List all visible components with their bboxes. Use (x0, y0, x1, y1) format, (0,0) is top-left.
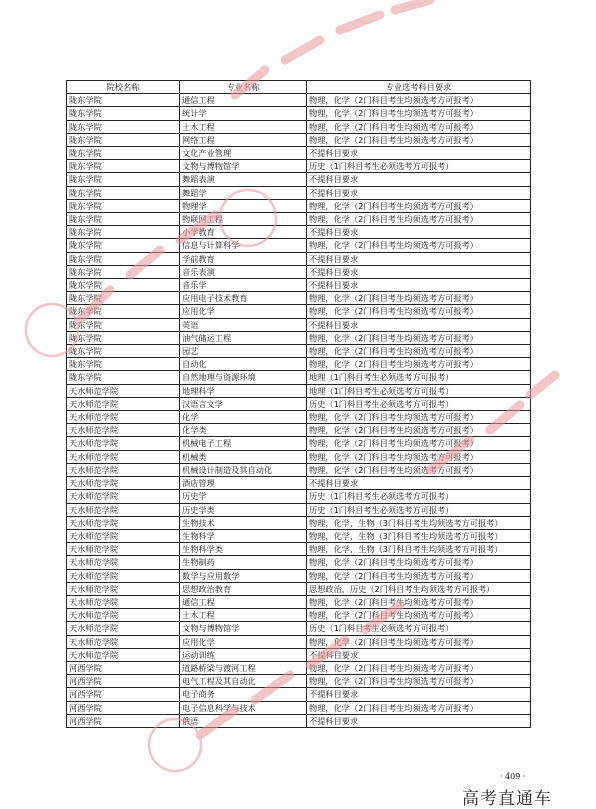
subject-requirements-table (66, 80, 531, 728)
cell-school-name: 天水师范学院 (67, 635, 180, 648)
table-row (67, 582, 531, 595)
cell-school-name: 陇东学院 (67, 94, 180, 107)
cell-major-name: 文物与博物馆学 (180, 622, 307, 635)
cell-subject-requirement: 不提科目要求 (307, 318, 531, 331)
cell-major-name: 学前教育 (180, 252, 307, 265)
cell-major-name: 化学 (180, 411, 307, 424)
cell-school-name: 天水师范学院 (67, 463, 180, 476)
cell-major-name: 电子信息科学与技术 (180, 701, 307, 714)
table-row (67, 622, 531, 635)
cell-subject-requirement: 物理，化学（2门科目考生均须选考方可报考） (307, 701, 531, 714)
cell-school-name: 天水师范学院 (67, 582, 180, 595)
cell-major-name: 音乐学 (180, 279, 307, 292)
cell-school-name: 陇东学院 (67, 252, 180, 265)
table-row (67, 450, 531, 463)
table-row (67, 358, 531, 371)
table-row (67, 173, 531, 186)
cell-major-name: 网络工程 (180, 133, 307, 146)
cell-major-name: 生物技术 (180, 516, 307, 529)
cell-school-name: 河西学院 (67, 688, 180, 701)
table-row (67, 279, 531, 292)
cell-subject-requirement: 物理，化学（2门科目考生均须选考方可报考） (307, 94, 531, 107)
cell-school-name: 陇东学院 (67, 331, 180, 344)
cell-major-name: 土木工程 (180, 609, 307, 622)
cell-school-name: 天水师范学院 (67, 424, 180, 437)
cell-major-name: 英语 (180, 318, 307, 331)
table-row (67, 437, 531, 450)
table-row (67, 397, 531, 410)
cell-major-name: 物联网工程 (180, 213, 307, 226)
cell-major-name: 文化产业管理 (180, 147, 307, 160)
cell-major-name: 通信工程 (180, 595, 307, 608)
cell-major-name: 思想政治教育 (180, 582, 307, 595)
cell-subject-requirement: 物理，化学（2门科目考生均须选考方可报考） (307, 358, 531, 371)
cell-subject-requirement: 物理，化学（2门科目考生均须选考方可报考） (307, 609, 531, 622)
cell-major-name: 文物与博物馆学 (180, 160, 307, 173)
cell-school-name: 天水师范学院 (67, 622, 180, 635)
cell-subject-requirement: 物理，化学，生物（3门科目考生均须选考方可报考） (307, 529, 531, 542)
cell-school-name: 陇东学院 (67, 292, 180, 305)
cell-subject-requirement: 物理，化学（2门科目考生均须选考方可报考） (307, 424, 531, 437)
table-row (67, 529, 531, 542)
cell-subject-requirement: 物理，化学，生物（3门科目考生均须选考方可报考） (307, 516, 531, 529)
cell-school-name: 陇东学院 (67, 120, 180, 133)
cell-major-name: 统计学 (180, 107, 307, 120)
cell-major-name: 汉语言文学 (180, 397, 307, 410)
cell-subject-requirement: 物理，化学（2门科目考生均须选考方可报考） (307, 411, 531, 424)
cell-subject-requirement: 物理，化学（2门科目考生均须选考方可报考） (307, 556, 531, 569)
cell-major-name: 酒店管理 (180, 477, 307, 490)
cell-subject-requirement: 地理（1门科目考生必须选考方可报考） (307, 384, 531, 397)
cell-subject-requirement: 物理，化学（2门科目考生均须选考方可报考） (307, 569, 531, 582)
table-row (67, 503, 531, 516)
cell-major-name: 数学与应用数学 (180, 569, 307, 582)
cell-major-name: 信息与计算科学 (180, 239, 307, 252)
cell-school-name: 河西学院 (67, 714, 180, 727)
table-row (67, 477, 531, 490)
cell-major-name: 生物科学 (180, 529, 307, 542)
cell-major-name: 舞蹈学 (180, 186, 307, 199)
cell-major-name: 历史学 (180, 490, 307, 503)
header-subject-requirement: 专业选考科目要求 (307, 81, 531, 94)
cell-subject-requirement: 物理，化学（2门科目考生均须选考方可报考） (307, 239, 531, 252)
cell-major-name: 通信工程 (180, 94, 307, 107)
cell-subject-requirement: 物理，化学（2门科目考生均须选考方可报考） (307, 305, 531, 318)
table-row (67, 199, 531, 212)
cell-subject-requirement: 地理（1门科目考生必须选考方可报考） (307, 371, 531, 384)
table-row (67, 331, 531, 344)
table-row (67, 120, 531, 133)
cell-school-name: 陇东学院 (67, 345, 180, 358)
cell-school-name: 河西学院 (67, 701, 180, 714)
cell-major-name: 园艺 (180, 345, 307, 358)
table-row (67, 345, 531, 358)
cell-subject-requirement: 不提科目要求 (307, 252, 531, 265)
cell-school-name: 天水师范学院 (67, 569, 180, 582)
cell-school-name: 陇东学院 (67, 279, 180, 292)
cell-school-name: 陇东学院 (67, 186, 180, 199)
cell-major-name: 道路桥梁与渡河工程 (180, 661, 307, 674)
cell-subject-requirement: 历史（1门科目考生必须选考方可报考） (307, 503, 531, 516)
cell-subject-requirement: 不提科目要求 (307, 279, 531, 292)
cell-major-name: 电气工程及其自动化 (180, 675, 307, 688)
cell-major-name: 生物制药 (180, 556, 307, 569)
cell-subject-requirement: 思想政治，历史（2门科目考生均须选考方可报考） (307, 582, 531, 595)
cell-subject-requirement: 物理，化学（2门科目考生均须选考方可报考） (307, 437, 531, 450)
table-row (67, 239, 531, 252)
cell-subject-requirement: 物理，化学（2门科目考生均须选考方可报考） (307, 292, 531, 305)
cell-school-name: 陇东学院 (67, 160, 180, 173)
cell-major-name: 地理科学 (180, 384, 307, 397)
cell-school-name: 天水师范学院 (67, 556, 180, 569)
table-row (67, 463, 531, 476)
cell-major-name: 化学类 (180, 424, 307, 437)
cell-school-name: 陇东学院 (67, 199, 180, 212)
table-row (67, 701, 531, 714)
cell-subject-requirement: 物理，化学（2门科目考生均须选考方可报考） (307, 331, 531, 344)
cell-major-name: 机械设计制造及其自动化 (180, 463, 307, 476)
cell-subject-requirement: 物理，化学（2门科目考生均须选考方可报考） (307, 635, 531, 648)
table-row (67, 648, 531, 661)
cell-major-name: 电子商务 (180, 688, 307, 701)
cell-school-name: 天水师范学院 (67, 490, 180, 503)
cell-major-name: 机械电子工程 (180, 437, 307, 450)
cell-school-name: 陇东学院 (67, 305, 180, 318)
cell-school-name: 天水师范学院 (67, 384, 180, 397)
cell-school-name: 河西学院 (67, 661, 180, 674)
table-row (67, 384, 531, 397)
cell-major-name: 小学教育 (180, 226, 307, 239)
cell-school-name: 天水师范学院 (67, 450, 180, 463)
cell-subject-requirement: 物理，化学（2门科目考生均须选考方可报考） (307, 345, 531, 358)
cell-school-name: 陇东学院 (67, 213, 180, 226)
cell-subject-requirement: 物理，化学（2门科目考生均须选考方可报考） (307, 120, 531, 133)
brand-text: 高考直通车 (462, 789, 552, 809)
page-number: · 409 · (500, 772, 526, 781)
cell-school-name: 天水师范学院 (67, 503, 180, 516)
cell-school-name: 陇东学院 (67, 226, 180, 239)
cell-school-name: 陇东学院 (67, 133, 180, 146)
table-row (67, 292, 531, 305)
cell-school-name: 陇东学院 (67, 173, 180, 186)
table-row (67, 160, 531, 173)
cell-school-name: 天水师范学院 (67, 648, 180, 661)
cell-subject-requirement: 不提科目要求 (307, 265, 531, 278)
table-row (67, 635, 531, 648)
cell-subject-requirement: 物理，化学（2门科目考生均须选考方可报考） (307, 463, 531, 476)
table-row (67, 371, 531, 384)
cell-subject-requirement: 物理，化学（2门科目考生均须选考方可报考） (307, 675, 531, 688)
cell-school-name: 陇东学院 (67, 239, 180, 252)
cell-school-name: 陇东学院 (67, 147, 180, 160)
cell-major-name: 音乐表演 (180, 265, 307, 278)
cell-subject-requirement: 物理，化学，生物（3门科目考生均须选考方可报考） (307, 543, 531, 556)
cell-subject-requirement: 物理，化学（2门科目考生均须选考方可报考） (307, 661, 531, 674)
table-row (67, 318, 531, 331)
cell-school-name: 陇东学院 (67, 318, 180, 331)
cell-school-name: 陇东学院 (67, 371, 180, 384)
cell-school-name: 天水师范学院 (67, 411, 180, 424)
cell-school-name: 陇东学院 (67, 107, 180, 120)
cell-major-name: 运动训练 (180, 648, 307, 661)
cell-school-name: 天水师范学院 (67, 477, 180, 490)
table-body (67, 94, 531, 728)
cell-major-name: 油气储运工程 (180, 331, 307, 344)
table-row (67, 226, 531, 239)
table-row (67, 543, 531, 556)
cell-subject-requirement: 物理，化学（2门科目考生均须选考方可报考） (307, 107, 531, 120)
cell-subject-requirement: 不提科目要求 (307, 226, 531, 239)
header-school-name: 院校名称 (67, 81, 180, 94)
cell-major-name: 机械类 (180, 450, 307, 463)
cell-subject-requirement: 不提科目要求 (307, 186, 531, 199)
table-row (67, 147, 531, 160)
table-header-row (67, 81, 531, 94)
table-row (67, 675, 531, 688)
cell-school-name: 陇东学院 (67, 358, 180, 371)
cell-major-name: 应用电子技术教育 (180, 292, 307, 305)
cell-subject-requirement: 历史（1门科目考生必须选考方可报考） (307, 622, 531, 635)
table-row (67, 305, 531, 318)
cell-subject-requirement: 历史（1门科目考生必须选考方可报考） (307, 397, 531, 410)
table-row (67, 213, 531, 226)
cell-major-name: 应用化学 (180, 305, 307, 318)
cell-major-name: 自动化 (180, 358, 307, 371)
cell-subject-requirement: 历史（1门科目考生必须选考方可报考） (307, 490, 531, 503)
table-row (67, 595, 531, 608)
cell-subject-requirement: 历史（1门科目考生必须选考方可报考） (307, 160, 531, 173)
cell-major-name: 舞蹈表演 (180, 173, 307, 186)
table-row (67, 424, 531, 437)
cell-major-name: 自然地理与资源环境 (180, 371, 307, 384)
table-row (67, 609, 531, 622)
cell-major-name: 应用化学 (180, 635, 307, 648)
table-row (67, 411, 531, 424)
table-row (67, 516, 531, 529)
cell-school-name: 陇东学院 (67, 265, 180, 278)
cell-major-name: 物理学 (180, 199, 307, 212)
table-row (67, 107, 531, 120)
cell-subject-requirement: 物理，化学（2门科目考生均须选考方可报考） (307, 133, 531, 146)
cell-subject-requirement: 不提科目要求 (307, 648, 531, 661)
cell-subject-requirement: 不提科目要求 (307, 173, 531, 186)
cell-school-name: 天水师范学院 (67, 529, 180, 542)
cell-major-name: 历史学类 (180, 503, 307, 516)
table-row (67, 661, 531, 674)
table-row (67, 490, 531, 503)
cell-school-name: 天水师范学院 (67, 595, 180, 608)
cell-school-name: 河西学院 (67, 675, 180, 688)
cell-major-name: 俄语 (180, 714, 307, 727)
cell-school-name: 天水师范学院 (67, 397, 180, 410)
cell-school-name: 天水师范学院 (67, 543, 180, 556)
table-row (67, 133, 531, 146)
cell-subject-requirement: 物理，化学（2门科目考生均须选考方可报考） (307, 450, 531, 463)
cell-subject-requirement: 物理，化学（2门科目考生均须选考方可报考） (307, 213, 531, 226)
table-row (67, 265, 531, 278)
cell-subject-requirement: 不提科目要求 (307, 714, 531, 727)
header-major-name: 专业名称 (180, 81, 307, 94)
table-row (67, 94, 531, 107)
cell-subject-requirement: 物理，化学（2门科目考生均须选考方可报考） (307, 595, 531, 608)
cell-school-name: 天水师范学院 (67, 516, 180, 529)
table-row (67, 569, 531, 582)
table-row (67, 186, 531, 199)
cell-subject-requirement: 物理，化学（2门科目考生均须选考方可报考） (307, 199, 531, 212)
cell-major-name: 生物科学类 (180, 543, 307, 556)
cell-major-name: 土木工程 (180, 120, 307, 133)
cell-school-name: 天水师范学院 (67, 609, 180, 622)
table-row (67, 252, 531, 265)
cell-school-name: 天水师范学院 (67, 437, 180, 450)
cell-subject-requirement: 不提科目要求 (307, 477, 531, 490)
table-row (67, 556, 531, 569)
table-row (67, 714, 531, 727)
cell-subject-requirement: 不提科目要求 (307, 688, 531, 701)
table-row (67, 688, 531, 701)
cell-subject-requirement: 不提科目要求 (307, 147, 531, 160)
